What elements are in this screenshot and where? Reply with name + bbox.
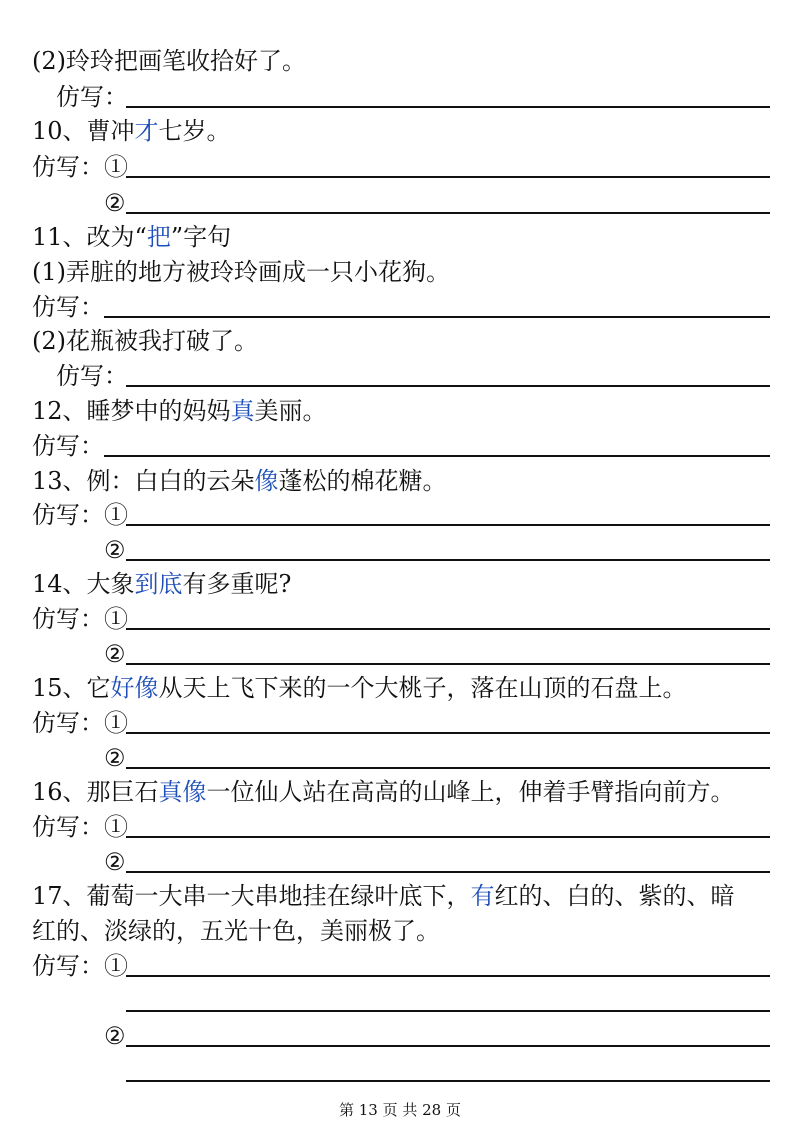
q16-sentence: 16、那巨石真像一位仙人站在高高的山峰上，伸着手臂指向前方。 xyxy=(32,778,735,806)
q16-keyword: 真像 xyxy=(158,778,207,806)
fangxie-label: 仿写：① xyxy=(32,605,128,633)
fangxie-label: 仿写：① xyxy=(32,813,128,841)
answer-line[interactable] xyxy=(126,628,770,630)
item-number: ② xyxy=(104,189,126,217)
answer-line[interactable] xyxy=(126,559,770,561)
fangxie-label: 仿写： xyxy=(56,83,128,111)
fangxie-label: 仿写：① xyxy=(32,501,128,529)
answer-line[interactable] xyxy=(126,767,770,769)
item-number: ② xyxy=(104,744,126,772)
q11-sentence-1: (1)弄脏的地方被玲玲画成一只小花狗。 xyxy=(32,258,450,286)
q14-keyword: 到底 xyxy=(134,570,183,598)
fangxie-label: 仿写： xyxy=(32,293,104,321)
q15-sentence: 15、它好像从天上飞下来的一个大桃子，落在山顶的石盘上。 xyxy=(32,674,687,702)
fangxie-label: 仿写：① xyxy=(32,709,128,737)
q13-keyword: 像 xyxy=(254,467,279,495)
q14-sentence: 14、大象到底有多重呢? xyxy=(32,570,292,598)
answer-line[interactable] xyxy=(126,663,770,665)
answer-line[interactable] xyxy=(126,385,770,387)
answer-line[interactable] xyxy=(126,1010,770,1012)
q13-sentence: 13、例：白白的云朵像蓬松的棉花糖。 xyxy=(32,467,447,495)
answer-line[interactable] xyxy=(126,1045,770,1047)
q12-keyword: 真 xyxy=(230,397,255,425)
q17-sentence-line2: 红的、淡绿的，五光十色，美丽极了。 xyxy=(32,917,440,945)
fangxie-label: 仿写： xyxy=(32,432,104,460)
q17-sentence: 17、葡萄一大串一大串地挂在绿叶底下，有红的、白的、紫的、暗 xyxy=(32,882,735,910)
answer-line[interactable] xyxy=(104,316,770,318)
page-footer: 第 13 页 共 28 页 xyxy=(338,1101,461,1119)
q9-sentence-2: (2)玲玲把画笔收拾好了。 xyxy=(32,47,306,75)
fangxie-label: 仿写：① xyxy=(32,153,128,181)
answer-line[interactable] xyxy=(126,524,770,526)
item-number: ② xyxy=(104,1022,126,1050)
answer-line[interactable] xyxy=(104,455,770,457)
q17-keyword: 有 xyxy=(470,882,495,910)
answer-line[interactable] xyxy=(126,176,770,178)
answer-line[interactable] xyxy=(126,1080,770,1082)
item-number: ② xyxy=(104,536,126,564)
q11-sentence-2: (2)花瓶被我打破了。 xyxy=(32,327,258,355)
item-number: ② xyxy=(104,848,126,876)
q12-sentence: 12、睡梦中的妈妈真美丽。 xyxy=(32,397,327,425)
answer-line[interactable] xyxy=(126,732,770,734)
answer-line[interactable] xyxy=(126,836,770,838)
answer-line[interactable] xyxy=(126,871,770,873)
q10-sentence: 10、曹冲才七岁。 xyxy=(32,117,231,145)
q15-keyword: 好像 xyxy=(110,674,159,702)
answer-line[interactable] xyxy=(126,106,770,108)
fangxie-label: 仿写：① xyxy=(32,952,128,980)
q11-keyword: 把 xyxy=(146,223,171,251)
q10-keyword: 才 xyxy=(134,117,159,145)
q11-title: 11、改为“把”字句 xyxy=(32,223,232,251)
answer-line[interactable] xyxy=(126,212,770,214)
answer-line[interactable] xyxy=(126,975,770,977)
item-number: ② xyxy=(104,640,126,668)
fangxie-label: 仿写： xyxy=(56,362,128,390)
